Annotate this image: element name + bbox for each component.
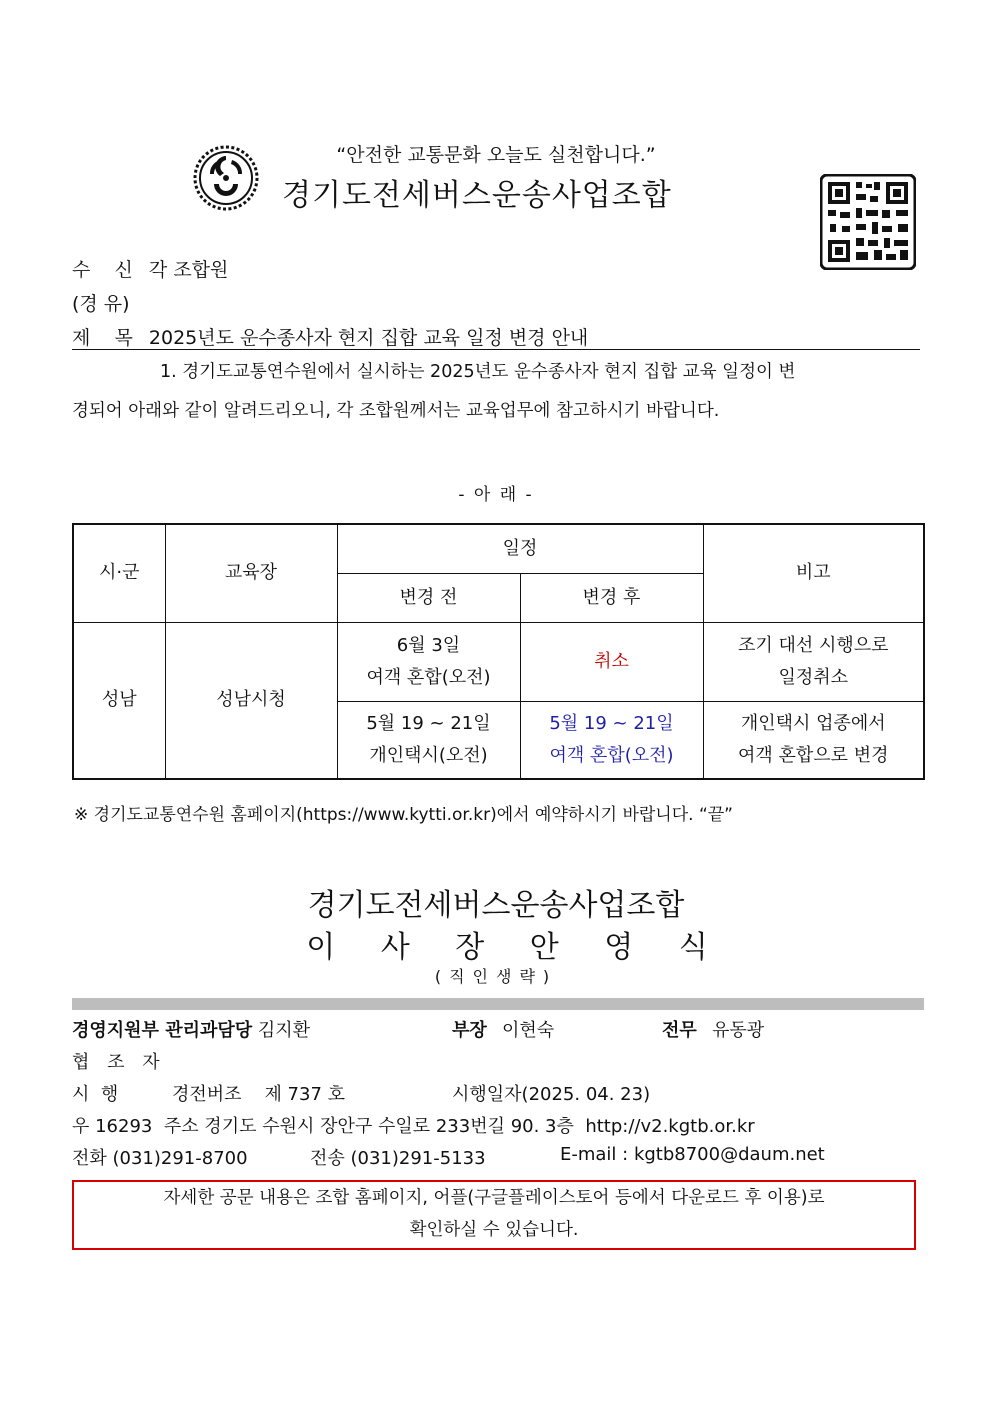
reservation-note: ※ 경기도교통연수원 홈페이지(https://www.kytti.or.kr)에서 예약하시기 바랍니다. “끝” — [74, 805, 733, 825]
staff2-name: 이현숙 — [502, 1020, 555, 1041]
cell-after-line1: 5월 19 ~ 21일 — [549, 712, 674, 734]
staff3-label: 전무 — [662, 1020, 697, 1041]
qr-code-icon — [820, 174, 916, 270]
schedule-table — [72, 523, 925, 780]
email: E-mail : kgtb8700@daum.net — [560, 1144, 825, 1165]
notice-line2: 확인하실 수 있습니다. — [409, 1220, 579, 1240]
union-logo-icon — [192, 144, 260, 212]
cell-remark — [703, 701, 924, 779]
address-line: 우 16293 주소 경기도 수원시 장안구 수일로 233번길 90. 3층 http://v2.kgtb.or.kr — [72, 1116, 755, 1137]
fax: 전송 (031)291-5133 — [310, 1148, 486, 1169]
cell-before-line1: 6월 3일 — [396, 634, 461, 656]
recipient-value: 각 조합원 — [148, 259, 229, 281]
cell-city: 성남 — [73, 622, 165, 779]
exec-number: 경전버조 제 737 호 — [172, 1084, 346, 1105]
recipient-label: 수 신 — [72, 259, 133, 281]
cell-remark-line1: 개인택시 업종에서 — [740, 712, 886, 734]
signature-name: 이 사 장 안 영 식 — [306, 930, 726, 965]
staff2-label: 부장 — [452, 1020, 487, 1041]
cell-remark-line1: 조기 대선 시행으로 — [737, 634, 889, 656]
staff-row — [72, 1016, 924, 1042]
cell-remark-line2: 일정취소 — [778, 666, 849, 688]
staff1-label: 경영지원부 관리과담당 — [72, 1020, 253, 1041]
subject-divider — [72, 349, 920, 350]
cell-before — [337, 622, 520, 701]
org-title: 경기도전세버스운송사업조합 — [282, 178, 672, 213]
cell-after-line2: 여객 혼합(오전) — [549, 744, 674, 766]
header-remark: 비고 — [703, 524, 924, 622]
staff3-name: 유동광 — [712, 1020, 765, 1041]
table-row — [73, 622, 924, 701]
signature-org: 경기도전세버스운송사업조합 — [307, 888, 685, 923]
arae-heading: - 아 래 - — [458, 485, 534, 505]
header-before: 변경 전 — [337, 573, 520, 622]
paragraph-line2: 경되어 아래와 같이 알려드리오니, 각 조합원께서는 교육업무에 참고하시기 바랍니다. — [72, 401, 720, 421]
seal-omitted: (직인생략) — [434, 967, 558, 986]
cell-remark — [703, 622, 924, 701]
subject-row — [72, 323, 588, 350]
exec-row — [72, 1080, 924, 1106]
cell-after-cancel — [520, 622, 703, 701]
cell-before-line1: 5월 19 ~ 21일 — [366, 712, 491, 734]
staff1-name: 김지환 — [257, 1020, 311, 1041]
via-label: (경 유) — [72, 293, 130, 315]
header-venue: 교육장 — [165, 524, 337, 622]
phone: 전화 (031)291-8700 — [72, 1148, 248, 1169]
header-schedule: 일정 — [337, 524, 703, 573]
header-city: 시·군 — [73, 524, 165, 622]
cell-after-changed — [520, 701, 703, 779]
cell-remark-line2: 여객 혼합으로 변경 — [737, 744, 889, 766]
exec-date: 시행일자(2025. 04. 23) — [452, 1084, 651, 1105]
exec-label: 시 행 — [72, 1084, 119, 1105]
paragraph-line1: 1. 경기도교통연수원에서 실시하는 2025년도 운수종사자 현지 집합 교육 일정이 변 — [160, 362, 796, 382]
subject-value: 2025년도 운수종사자 현지 집합 교육 일정 변경 안내 — [148, 327, 589, 349]
cell-venue: 성남시청 — [165, 622, 337, 779]
cooperator-label: 협 조 자 — [72, 1052, 166, 1073]
footer-divider — [72, 998, 924, 1010]
slogan: “안전한 교통문화 오늘도 실천합니다.” — [336, 144, 656, 166]
notice-box — [72, 1180, 916, 1250]
contact-row — [72, 1144, 924, 1170]
subject-label: 제 목 — [72, 327, 133, 349]
cell-before-line2: 개인택시(오전) — [369, 744, 488, 766]
cell-after-line1: 취소 — [594, 650, 629, 672]
recipient-row — [72, 255, 228, 282]
header-after: 변경 후 — [520, 573, 703, 622]
notice-line1: 자세한 공문 내용은 조합 홈페이지, 어플(구글플레이스토어 등에서 다운로드 후 이용)로 — [163, 1188, 825, 1208]
cell-before — [337, 701, 520, 779]
cell-before-line2: 여객 혼합(오전) — [366, 666, 491, 688]
